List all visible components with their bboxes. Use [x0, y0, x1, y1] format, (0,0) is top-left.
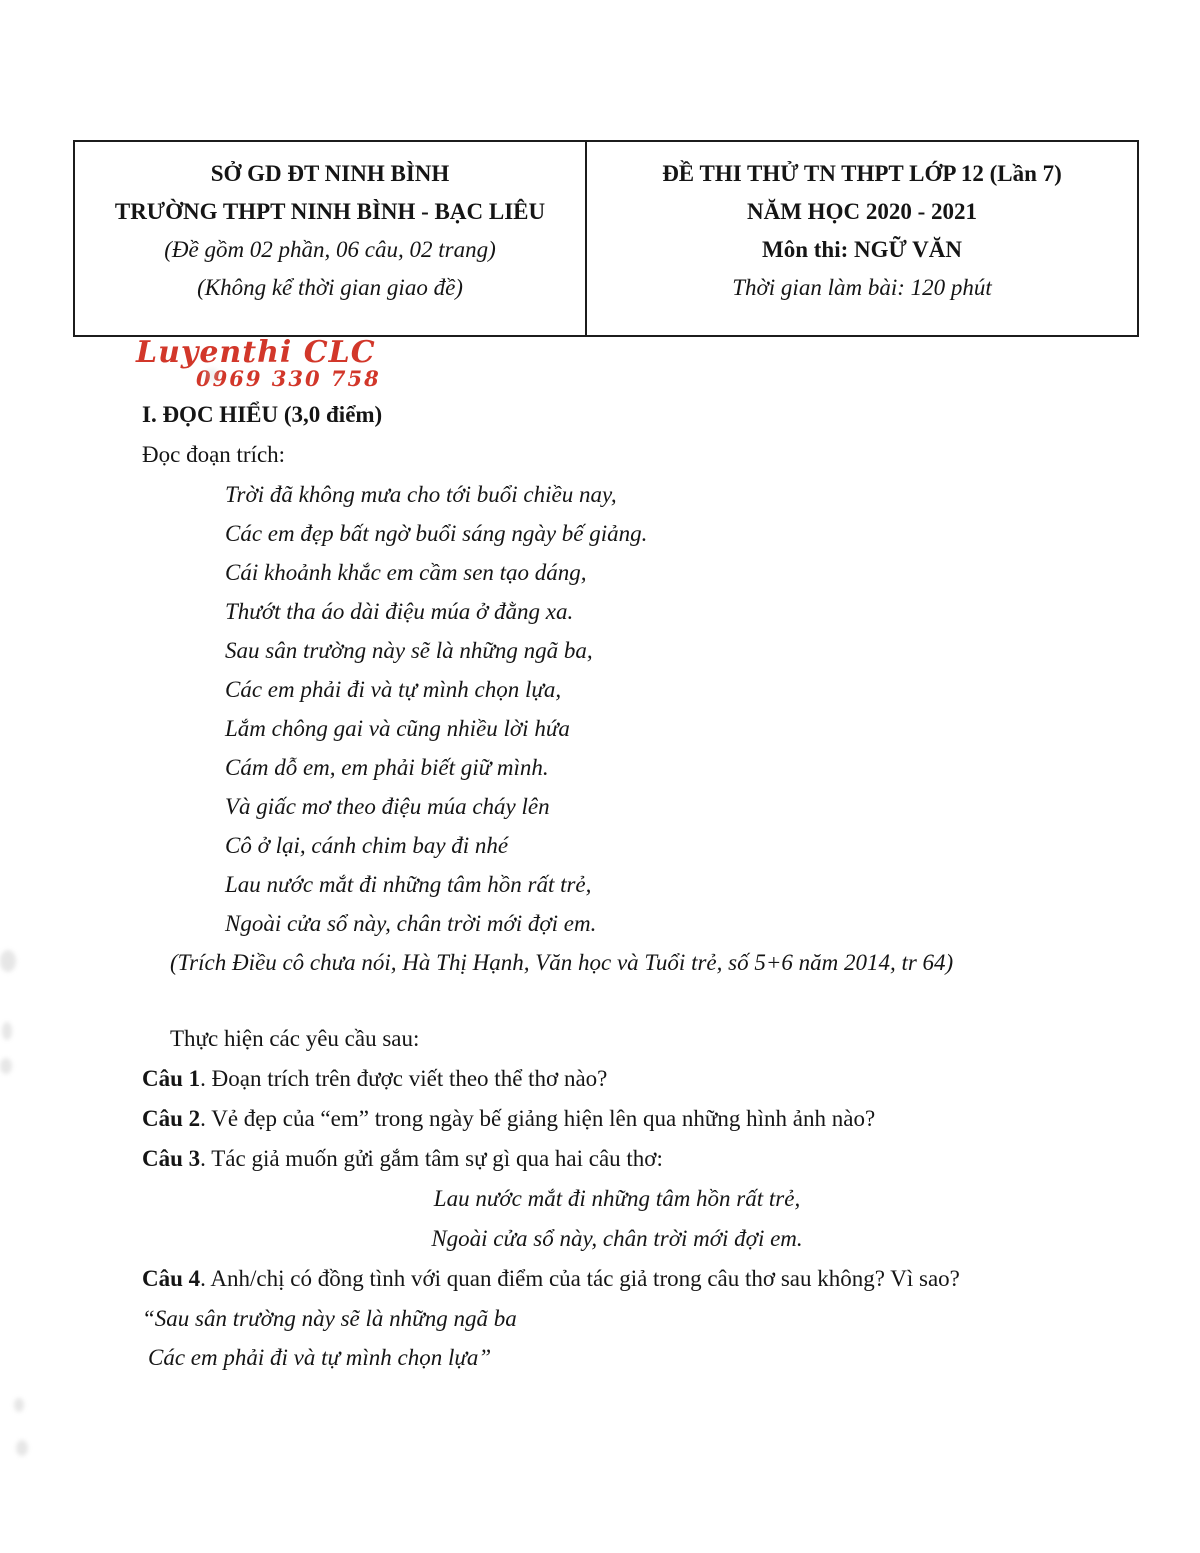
scan-artifact	[0, 950, 16, 972]
poem-line: Cám dỗ em, em phải biết giữ mình.	[225, 755, 549, 780]
poem-line: Trời đã không mưa cho tới buổi chiều nay,	[225, 482, 617, 507]
question-1-text: . Đoạn trích trên được viết theo thể thơ nào?	[200, 1066, 608, 1091]
poem-line: Lắm chông gai và cũng nhiều lời hứa	[225, 716, 570, 741]
question-4-label: Câu 4	[142, 1266, 201, 1291]
header-table	[73, 140, 1139, 337]
subject-name: Môn thi: NGỮ VĂN	[762, 237, 962, 262]
question-2-text: . Vẻ đẹp của “em” trong ngày bế giảng hiện lên qua những hình ảnh nào?	[200, 1106, 876, 1131]
question-4-text: . Anh/chị có đồng tình với quan điểm của tác giả trong câu thơ sau không? Vì sao?	[200, 1266, 960, 1291]
poem-line: Cô ở lại, cánh chim bay đi nhé	[225, 833, 509, 858]
spacer	[142, 982, 1092, 1019]
question-2-label: Câu 2	[142, 1106, 201, 1131]
question-4	[142, 1259, 1092, 1299]
question-4-quote-line: Các em phải đi và tự mình chọn lựa”	[148, 1345, 492, 1370]
scan-artifact	[16, 1440, 28, 1456]
question-1-label: Câu 1	[142, 1066, 201, 1091]
scan-artifact	[205, 368, 219, 382]
exam-body	[142, 395, 1092, 1377]
reading-intro: Đọc đoạn trích:	[142, 442, 286, 467]
poem-line: Các em phải đi và tự mình chọn lựa,	[225, 677, 562, 702]
poem-line: Ngoài cửa sổ này, chân trời mới đợi em.	[225, 911, 597, 936]
poem-line: Cái khoảnh khắc em cầm sen tạo dáng,	[225, 560, 587, 585]
header-exam-cell	[587, 142, 1137, 335]
question-3-quote-line: Ngoài cửa sổ này, chân trời mới đợi em.	[431, 1226, 803, 1251]
department-name: SỞ GD ĐT NINH BÌNH	[210, 161, 450, 186]
school-year: NĂM HỌC 2020 - 2021	[747, 199, 977, 224]
logo-phone: 0969 330 758	[196, 366, 381, 391]
logo-name: Luyenthi CLC	[136, 335, 376, 370]
luyenthi-clc-logo	[136, 335, 381, 391]
question-4-quote-line: “Sau sân trường này sẽ là những ngã ba	[142, 1306, 517, 1331]
question-3-text: . Tác giả muốn gửi gắm tâm sự gì qua hai câu thơ:	[200, 1146, 663, 1171]
poem-line: Thướt tha áo dài điệu múa ở đằng xa.	[225, 599, 574, 624]
poem-excerpt	[225, 475, 1092, 943]
poem-line: Sau sân trường này sẽ là những ngã ba,	[225, 638, 593, 663]
school-name: TRƯỜNG THPT NINH BÌNH - BẠC LIÊU	[114, 199, 546, 224]
poem-line: Và giấc mơ theo điệu múa cháy lên	[225, 794, 550, 819]
poem-line: Lau nước mắt đi những tâm hồn rất trẻ,	[225, 872, 592, 897]
scan-artifact	[0, 1058, 12, 1074]
header-school-cell	[75, 142, 587, 335]
scan-artifact	[14, 1398, 24, 1412]
exam-structure-note: (Đề gồm 02 phần, 06 câu, 02 trang)	[164, 237, 496, 262]
task-intro: Thực hiện các yêu cầu sau:	[170, 1026, 420, 1051]
question-3-quote-line: Lau nước mắt đi những tâm hồn rất trẻ,	[433, 1186, 801, 1211]
exam-duration: Thời gian làm bài: 120 phút	[732, 275, 992, 300]
exam-title: ĐỀ THI THỬ TN THPT LỚP 12 (Lần 7)	[662, 161, 1062, 186]
section-1-title: I. ĐỌC HIỂU (3,0 điểm)	[142, 402, 383, 427]
poem-line: Các em đẹp bất ngờ buổi sáng ngày bế giảng.	[225, 521, 648, 546]
question-1	[142, 1059, 1092, 1099]
question-2	[142, 1099, 1092, 1139]
question-3-label: Câu 3	[142, 1146, 201, 1171]
time-note: (Không kể thời gian giao đề)	[197, 275, 463, 300]
scan-artifact	[2, 1022, 12, 1040]
poem-citation: (Trích Điều cô chưa nói, Hà Thị Hạnh, Văn học và Tuổi trẻ, số 5+6 năm 2014, tr 64)	[170, 950, 954, 975]
question-3	[142, 1139, 1092, 1179]
